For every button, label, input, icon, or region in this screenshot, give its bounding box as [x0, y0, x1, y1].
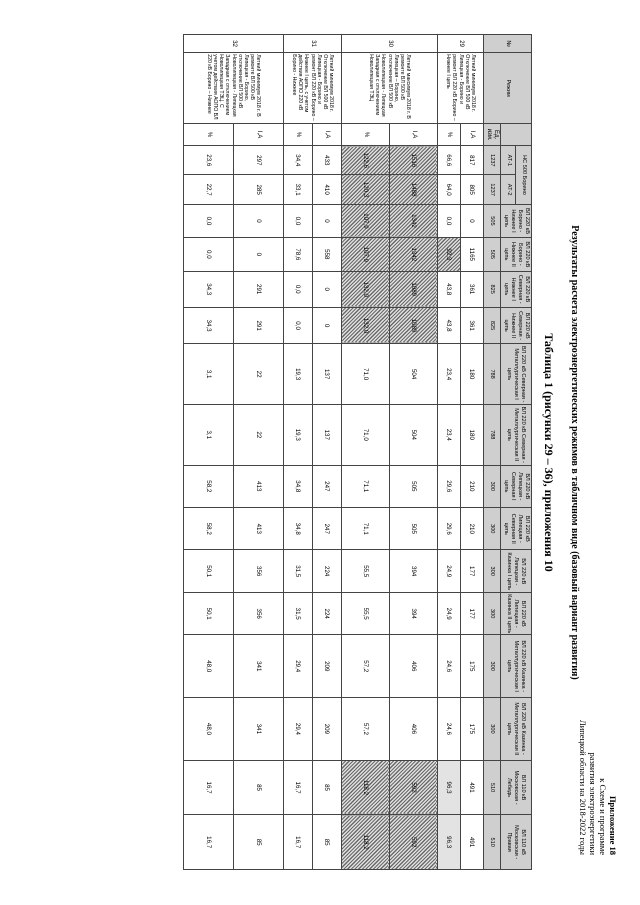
- table-cell: 64,0: [438, 175, 461, 204]
- table-cell: 34,3: [184, 307, 234, 343]
- appendix-line: Липецкой области на 2018-2022 годы: [578, 719, 588, 855]
- col-no-header: №: [484, 35, 532, 53]
- rating-cell: 300: [484, 550, 501, 592]
- table-cell: 247: [313, 508, 342, 550]
- table-cell: 34,8: [284, 465, 313, 507]
- group-header: ВЛ 220 кВ Липецкая - Казинка I цепь: [501, 550, 532, 592]
- table-cell: 413: [234, 465, 284, 507]
- table-cell: 177: [461, 592, 484, 634]
- table-cell: 361: [461, 271, 484, 307]
- table-cell: 50,1: [184, 592, 234, 634]
- row-mode: Летний минимум 2018 г. Отключение ВЛ 500 кВ Липецкая - Борино и ремонт ВЛ 220 кВ Борино – Нижнее I цепь, с учетом действия АОПО 220 кВ Борино - Нижнее: [284, 53, 342, 124]
- table-cell: 34,8: [284, 508, 313, 550]
- table-cell: 85: [234, 760, 284, 815]
- row-unit: I,А: [313, 123, 342, 145]
- regime-table: [183, 34, 532, 870]
- table-cell: 1516: [390, 146, 438, 175]
- table-cell: 107,9: [342, 204, 390, 237]
- row-unit: I,А: [390, 123, 438, 145]
- table-cell: 504: [390, 344, 438, 405]
- rating-cell: 505: [484, 204, 501, 237]
- table-cell: 0: [313, 204, 342, 237]
- rating-cell: 300: [484, 698, 501, 761]
- row-unit: I,А: [461, 123, 484, 145]
- table-cell: 24,6: [438, 635, 461, 698]
- table-cell: 48,0: [184, 635, 234, 698]
- group-header: ВЛ 220 кВ Северная - Металлургическая I цепь: [501, 344, 532, 405]
- table-cell: 341: [234, 698, 284, 761]
- table-cell: 1089: [390, 307, 438, 343]
- table-cell: 22,7: [184, 175, 234, 204]
- rating-cell: 1237: [484, 175, 501, 204]
- table-cell: 58,2: [184, 508, 234, 550]
- table-cell: 31,5: [284, 550, 313, 592]
- table-cell: 120,3: [342, 175, 390, 204]
- rating-cell: 510: [484, 815, 501, 870]
- group-header: ВЛ 110 кВ Московская - Лебедь: [501, 760, 532, 815]
- group-header: ВЛ 220 кВ Северная - Нижнее I цепь: [501, 271, 532, 307]
- group-header: ВЛ 220 кВ Липецкая - Северная I цепь: [501, 465, 532, 507]
- rating-cell: 825: [484, 271, 501, 307]
- table-cell: 180: [461, 344, 484, 405]
- table-cell: 0: [313, 271, 342, 307]
- table-cell: 92,3: [438, 238, 461, 271]
- table-cell: 71,1: [342, 508, 390, 550]
- table-cell: 285: [234, 175, 284, 204]
- table-cell: 107,9: [342, 238, 390, 271]
- table-cell: 96,3: [438, 760, 461, 815]
- table-cell: 85: [234, 815, 284, 870]
- table-row: [390, 35, 438, 870]
- table-cell: 3,1: [184, 344, 234, 405]
- rating-cell: 505: [484, 238, 501, 271]
- table-cell: 48,0: [184, 698, 234, 761]
- table-cell: 0: [234, 204, 284, 237]
- table-cell: 1488: [390, 175, 438, 204]
- rating-cell: 510: [484, 760, 501, 815]
- table-row: [342, 35, 390, 870]
- rating-cell: 300: [484, 592, 501, 634]
- table-cell: 22: [234, 344, 284, 405]
- table-row: [184, 35, 234, 870]
- table-cell: 55,5: [342, 592, 390, 634]
- table-cell: 410: [313, 175, 342, 204]
- table-cell: 34,4: [284, 146, 313, 175]
- table-cell: 0,0: [438, 204, 461, 237]
- table-cell: 85: [313, 815, 342, 870]
- table-cell: 24,6: [438, 698, 461, 761]
- group-header: НС 500 Борино: [516, 146, 532, 205]
- table-cell: 132,0: [342, 307, 390, 343]
- rating-cell: 788: [484, 344, 501, 405]
- table-cell: 356: [234, 550, 284, 592]
- table-cell: 209: [313, 635, 342, 698]
- table-cell: 29,6: [438, 465, 461, 507]
- row-number: 32: [184, 35, 284, 53]
- rating-cell: 300: [484, 465, 501, 507]
- table-cell: 297: [234, 146, 284, 175]
- table-cell: 132,0: [342, 271, 390, 307]
- table-body: [184, 35, 484, 870]
- table-cell: 210: [461, 508, 484, 550]
- table-cell: 0,0: [284, 271, 313, 307]
- table-cell: 558: [313, 238, 342, 271]
- table-cell: 24,9: [438, 592, 461, 634]
- table-cell: 805: [461, 175, 484, 204]
- table-cell: 16,7: [184, 815, 234, 870]
- group-header: ВЛ 220 кВ Казинка - Металлургическая I цепь: [501, 635, 532, 698]
- table-cell: 85: [313, 760, 342, 815]
- table-cell: 210: [461, 465, 484, 507]
- row-number: 31: [284, 35, 342, 53]
- table-cell: 58,2: [184, 465, 234, 507]
- table-cell: 592: [390, 760, 438, 815]
- table-cell: 78,6: [284, 238, 313, 271]
- table-cell: 406: [390, 635, 438, 698]
- table-cell: 209: [313, 698, 342, 761]
- table-cell: 224: [313, 592, 342, 634]
- table-cell: 71,0: [342, 344, 390, 405]
- group-header: ВЛ 220 кВ Северная - Металлургическая II цепь: [501, 404, 532, 465]
- table-row: [461, 35, 484, 870]
- row-unit: %: [284, 123, 313, 145]
- table-cell: 406: [390, 698, 438, 761]
- table-cell: 291: [234, 307, 284, 343]
- document-title: Результаты расчета электроэнергетических режимов в табличном виде (базовый вариант развития): [569, 225, 580, 680]
- table-cell: 43,8: [438, 307, 461, 343]
- table-cell: 505: [390, 508, 438, 550]
- table-cell: 291: [234, 271, 284, 307]
- row-unit: I,А: [234, 123, 284, 145]
- table-cell: 34,3: [184, 271, 234, 307]
- table-cell: 394: [390, 550, 438, 592]
- table-cell: 0,0: [284, 307, 313, 343]
- group-header: ВЛ 220 кВ Липецкая - Северная II цепь: [501, 508, 532, 550]
- row-mode: Летний максимум 2018 г. В ремонте ВЛ 500 кВ Липецкая – Борино, отключение ВЛ 500 кВ Новолипецкая - Липецкая Западная с отключением Новолипецкая ТЭЦ: [342, 53, 438, 124]
- table-row: [313, 35, 342, 870]
- appendix-block: [578, 720, 618, 855]
- row-number: 29: [438, 35, 484, 53]
- table-cell: 1089: [390, 271, 438, 307]
- table-cell: 57,2: [342, 698, 390, 761]
- rating-cell: 300: [484, 508, 501, 550]
- row-mode: Летний минимум 2018 г. В ремонте ВЛ 500 кВ Липецкая - Борино, отключение ВЛ 500 кВ Новолипецкая - Липецкая Западная с отключением Новолипецкая ТЭЦ. С учетом действия АОПО ВЛ 220 кВ Борино – Нижнее: [184, 53, 284, 124]
- table-cell: 433: [313, 146, 342, 175]
- table-cell: 118,2: [342, 815, 390, 870]
- table-cell: 71,0: [342, 404, 390, 465]
- appendix-line: к Схеме и программе: [598, 778, 608, 855]
- rating-cell: 825: [484, 307, 501, 343]
- table-cell: 175: [461, 698, 484, 761]
- table-cell: 1342: [390, 238, 438, 271]
- row-number: 30: [342, 35, 438, 53]
- table-cell: 50,1: [184, 550, 234, 592]
- group-header: ВЛ 220 кВ Борино - Нижнее I цепь: [501, 204, 532, 237]
- table-cell: 23,4: [438, 404, 461, 465]
- table-cell: 0: [313, 307, 342, 343]
- table-cell: 71,1: [342, 465, 390, 507]
- table-cell: 592: [390, 815, 438, 870]
- rating-cell: 788: [484, 404, 501, 465]
- table-cell: 16,7: [184, 760, 234, 815]
- table-cell: 1165: [461, 238, 484, 271]
- table-row: [438, 35, 461, 870]
- header-row-3: [484, 35, 501, 870]
- table-cell: 224: [313, 550, 342, 592]
- table-cell: 96,3: [438, 815, 461, 870]
- table-cell: 43,8: [438, 271, 461, 307]
- appendix-line: развития электроэнергетики: [588, 752, 598, 855]
- table-cell: 29,4: [284, 635, 313, 698]
- table-cell: 55,5: [342, 550, 390, 592]
- appendix-line: Приложение 18: [608, 795, 618, 855]
- table-cell: 3,1: [184, 404, 234, 465]
- group-header: ВЛ 220 кВ Липецкая - Казинка II цепь: [501, 592, 532, 634]
- table-cell: 33,1: [284, 175, 313, 204]
- table-cell: 31,5: [284, 592, 313, 634]
- table-cell: 23,6: [184, 146, 234, 175]
- table-cell: 29,4: [284, 698, 313, 761]
- table-cell: 19,3: [284, 404, 313, 465]
- units-label: Ед. изм.: [484, 123, 501, 145]
- table-cell: 137: [313, 404, 342, 465]
- table-cell: 247: [313, 465, 342, 507]
- table-cell: 0: [234, 238, 284, 271]
- table-cell: 0,0: [184, 238, 234, 271]
- table-cell: 1342: [390, 204, 438, 237]
- table-cell: 118,2: [342, 760, 390, 815]
- group-header: ВЛ 220 кВ Казинка - Металлургическая II цепь: [501, 698, 532, 761]
- table-cell: 504: [390, 404, 438, 465]
- table-cell: 19,3: [284, 344, 313, 405]
- table-cell: 177: [461, 550, 484, 592]
- table-cell: 22: [234, 404, 284, 465]
- row-unit: %: [342, 123, 390, 145]
- table-cell: 394: [390, 592, 438, 634]
- group-header: ВЛ 220 кВ Северная - Нижнее II цепь: [501, 307, 532, 343]
- col-mode-header: Режим: [484, 53, 532, 124]
- table-cell: 817: [461, 146, 484, 175]
- row-unit: %: [184, 123, 234, 145]
- table-cell: 413: [234, 508, 284, 550]
- table-cell: 29,6: [438, 508, 461, 550]
- table-cell: 341: [234, 635, 284, 698]
- table-cell: 491: [461, 815, 484, 870]
- header-row-1: [516, 35, 532, 870]
- table-cell: 361: [461, 307, 484, 343]
- table-cell: 23,4: [438, 344, 461, 405]
- table-cell: 16,7: [284, 815, 313, 870]
- table-cell: 0,0: [284, 204, 313, 237]
- table-cell: 24,9: [438, 550, 461, 592]
- table-row: [284, 35, 313, 870]
- table-cell: 122,6: [342, 146, 390, 175]
- table-cell: 505: [390, 465, 438, 507]
- table-cell: 0: [461, 204, 484, 237]
- table-cell: 0,0: [184, 204, 234, 237]
- table-cell: 66,6: [438, 146, 461, 175]
- row-unit: %: [438, 123, 461, 145]
- table-subtitle: Таблица 1 (рисунки 29 – 36), приложения 10: [542, 333, 556, 572]
- row-mode: Летний минимум 2018 г. Отключение ВЛ 500 кВ Липецкая - Борино и ремонт ВЛ 220 кВ Борино – Нижнее I цепь: [438, 53, 484, 124]
- rating-cell: 300: [484, 635, 501, 698]
- table-wrapper: [183, 34, 532, 870]
- table-cell: 180: [461, 404, 484, 465]
- table-cell: 175: [461, 635, 484, 698]
- table-cell: 491: [461, 760, 484, 815]
- table-cell: 137: [313, 344, 342, 405]
- table-cell: 356: [234, 592, 284, 634]
- table-cell: 16,7: [284, 760, 313, 815]
- group-header: ВЛ 220 кВ Борино - Нижнее II цепь: [501, 238, 532, 271]
- subgroup-header: АТ-1: [501, 146, 517, 175]
- subgroup-header: АТ-2: [501, 175, 517, 204]
- rating-cell: 1237: [484, 146, 501, 175]
- table-cell: 57,2: [342, 635, 390, 698]
- group-header: ВЛ 110 кВ Московская - Правая: [501, 815, 532, 870]
- table-row: [234, 35, 284, 870]
- col-unit-header: [501, 123, 532, 145]
